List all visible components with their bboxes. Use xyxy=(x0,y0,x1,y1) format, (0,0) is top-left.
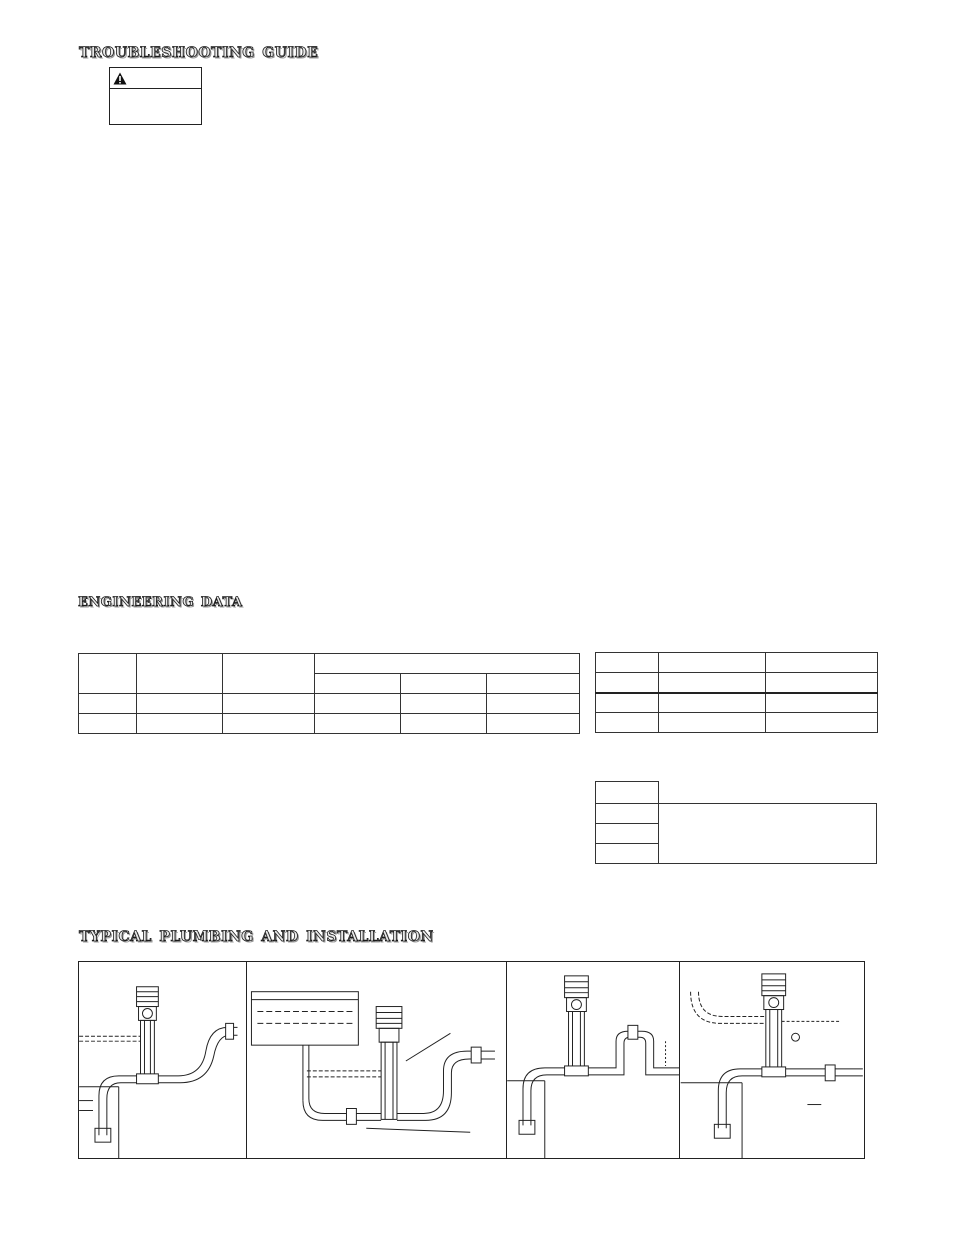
table-cell xyxy=(766,713,878,733)
table-cell xyxy=(315,694,401,714)
table-cell xyxy=(137,694,223,714)
table-cell xyxy=(766,673,878,693)
table-cell xyxy=(401,674,487,694)
table-row xyxy=(596,693,878,713)
pump-suction-lift-diagram-icon xyxy=(79,962,246,1158)
table-cell xyxy=(659,673,766,693)
table-row xyxy=(596,653,878,673)
table-cell xyxy=(401,694,487,714)
table-row xyxy=(596,673,878,693)
table-cell xyxy=(223,654,315,694)
table-cell xyxy=(315,674,401,694)
figure-loop-discharge xyxy=(507,962,681,1158)
pump-bypass-diagram-icon xyxy=(680,962,864,1158)
table-cell xyxy=(79,654,137,694)
pump-loop-discharge-diagram-icon xyxy=(507,962,680,1158)
table-cell xyxy=(659,693,766,713)
figure-tank-feed xyxy=(247,962,507,1158)
warning-box-header xyxy=(110,68,201,89)
table-cell xyxy=(401,714,487,734)
table-cell xyxy=(659,713,766,733)
table-cell xyxy=(223,694,315,714)
table-cell xyxy=(595,803,659,824)
table-row xyxy=(79,714,580,734)
table-cell xyxy=(596,673,659,693)
table-cell xyxy=(766,653,878,673)
table-cell xyxy=(596,713,659,733)
table-cell xyxy=(487,714,580,734)
table-cell xyxy=(595,823,659,844)
engineering-side-table xyxy=(595,652,878,733)
table-cell xyxy=(315,714,401,734)
table-cell xyxy=(487,674,580,694)
table-cell xyxy=(595,843,659,864)
table-cell xyxy=(79,714,137,734)
pump-tank-feed-diagram-icon xyxy=(247,962,506,1158)
figure-suction-lift xyxy=(79,962,247,1158)
table-row xyxy=(79,654,580,674)
table-cell xyxy=(315,654,580,674)
plumbing-heading: typical plumbing and installation xyxy=(79,922,434,946)
figure-bypass xyxy=(680,962,864,1158)
table-cell xyxy=(596,693,659,713)
warning-triangle-icon xyxy=(113,72,127,85)
table-cell xyxy=(137,714,223,734)
table-cell xyxy=(487,694,580,714)
note-table xyxy=(595,781,877,864)
table-cell xyxy=(658,803,877,864)
warning-box xyxy=(109,67,202,125)
table-cell xyxy=(659,653,766,673)
troubleshooting-heading: troubleshooting guide xyxy=(79,38,319,62)
table-cell xyxy=(137,654,223,694)
engineering-data-heading: engineering data xyxy=(78,590,243,611)
engineering-main-table xyxy=(78,653,580,734)
table-cell xyxy=(766,693,878,713)
table-cell xyxy=(596,653,659,673)
table-cell xyxy=(595,781,659,804)
table-cell xyxy=(223,714,315,734)
table-row xyxy=(79,694,580,714)
plumbing-figures xyxy=(78,961,865,1159)
table-row xyxy=(596,713,878,733)
table-cell xyxy=(79,694,137,714)
